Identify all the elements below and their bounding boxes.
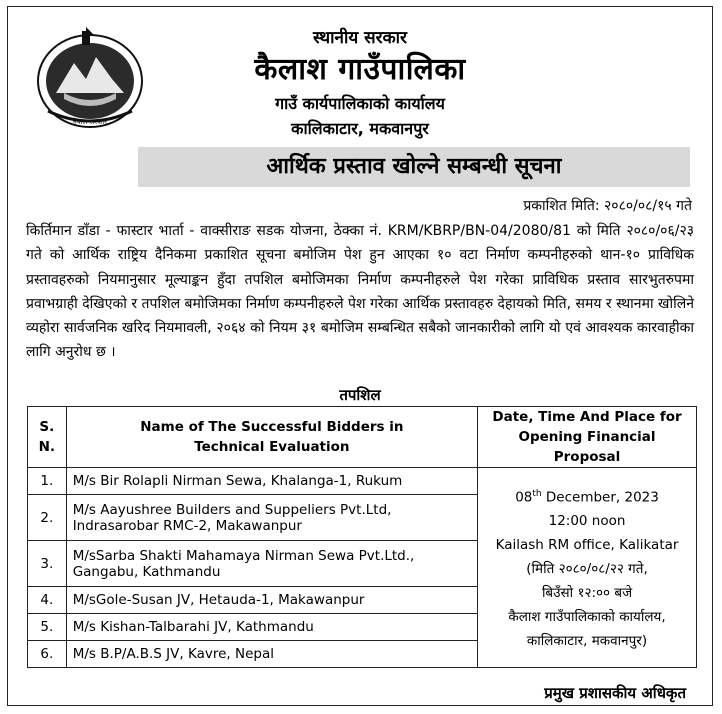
notice-page — [7, 6, 713, 706]
header-bidder-name: Name of The Successful Bidders in Technical Evaluation — [66, 407, 477, 468]
row-bidder-name: M/s Bir Rolapli Nirman Sewa, Khalanga-1, Rukum — [66, 468, 477, 495]
row-sn: 2. — [28, 495, 67, 541]
bidders-table — [27, 406, 697, 668]
details-subheading: तपशिल — [339, 386, 381, 404]
row-sn: 5. — [28, 614, 67, 641]
header-address: कालिकाटार, मकवानपुर — [291, 119, 429, 138]
published-date: प्रकाशित मिति: २०८०/०८/१५ गते — [523, 198, 692, 214]
row-bidder-name: M/sSarba Shakti Mahamaya Nirman Sewa Pvt.Ltd., Gangabu, Kathmandu — [66, 541, 477, 587]
header-sn: S. N. — [28, 407, 67, 468]
notice-title: आर्थिक प्रस्ताव खोल्ने सम्बन्धी सूचना — [138, 147, 690, 187]
row-bidder-name: M/sGole-Susan JV, Hetauda-1, Makawanpur — [66, 587, 477, 614]
svg-text:नेपाल सरकार: नेपाल सरकार — [72, 118, 108, 126]
row-bidder-name: M/s Aayushree Builders and Suppeliers Pvt.Ltd, Indrasarobar RMC-2, Makawanpur — [66, 495, 477, 541]
table-row — [28, 468, 697, 495]
opening-nepali-date: (मिति २०८०/०८/२२ गते, — [526, 561, 648, 578]
opening-nepali-office: कैलाश गाउँपालिकाको कार्यालय, — [508, 609, 666, 626]
row-bidder-name: M/s B.P/A.B.S JV, Kavre, Nepal — [66, 641, 477, 668]
opening-nepali-address: कालिकाटार, मकवानपुर) — [526, 633, 648, 650]
signatory-title: प्रमुख प्रशासकीय अधिकृत — [544, 684, 686, 702]
opening-time: 12:00 noon — [548, 513, 626, 530]
header-local-government: स्थानीय सरकार — [312, 28, 407, 48]
row-bidder-name: M/s Kishan-Talbarahi JV, Kathmandu — [66, 614, 477, 641]
row-sn: 4. — [28, 587, 67, 614]
row-sn: 6. — [28, 641, 67, 668]
notice-body: किर्तिमान डाँडा - फास्टार भार्ता - वाक्सीराङ सडक योजना, ठेक्का नं. KRM/KBRP/BN-04/2080/81 को मिति २०८०/०६/२३ गते को आर्थिक राष्ट्रिय दैनिकमा प्रकाशित सूचना बमोजिम पेश हुन आएका १० वटा निर्माण कम्पनीहरुको थान-१० प्राविधिक प्रस्तावहरुको नियमानुसार मूल्याङ्कन हुँदा तपशिल बमोजिमका निर्माण कम्पनीहरुले पेश गरेका प्राविधिक प्रस्ताव सारभुतरुपमा प्रवाभग्राही देखिएको र तपशिल बमोजिमका निर्माण कम्पनीहरुले पेश गरेका आर्थिक प्रस्तावहरु देहायको मिति, समय र स्थानमा खोलिने व्यहोरा सार्वजनिक खरिद नियमावली, २०६४ को नियम ३१ बमोजिम सम्बन्धित सबैको जानकारीको लागि यो एवं आवश्यक कारवाहीका लागि अनुरोध छ । — [26, 223, 694, 361]
opening-date: 08th December, 2023 — [515, 488, 659, 506]
header-executive-office: गाउँ कार्यपालिकाको कार्यालय — [275, 94, 445, 113]
opening-nepali-time: बिउँसो १२:०० बजे — [541, 585, 633, 602]
header-opening-details: Date, Time And Place for Opening Financial Proposal — [478, 407, 697, 468]
opening-details-cell — [478, 468, 697, 668]
row-sn: 3. — [28, 541, 67, 587]
table-header-row — [28, 407, 697, 468]
header-office-name: कैलाश गाउँपालिका — [254, 52, 466, 87]
row-sn: 1. — [28, 468, 67, 495]
opening-place: Kailash RM office, Kalikatar — [495, 537, 679, 554]
